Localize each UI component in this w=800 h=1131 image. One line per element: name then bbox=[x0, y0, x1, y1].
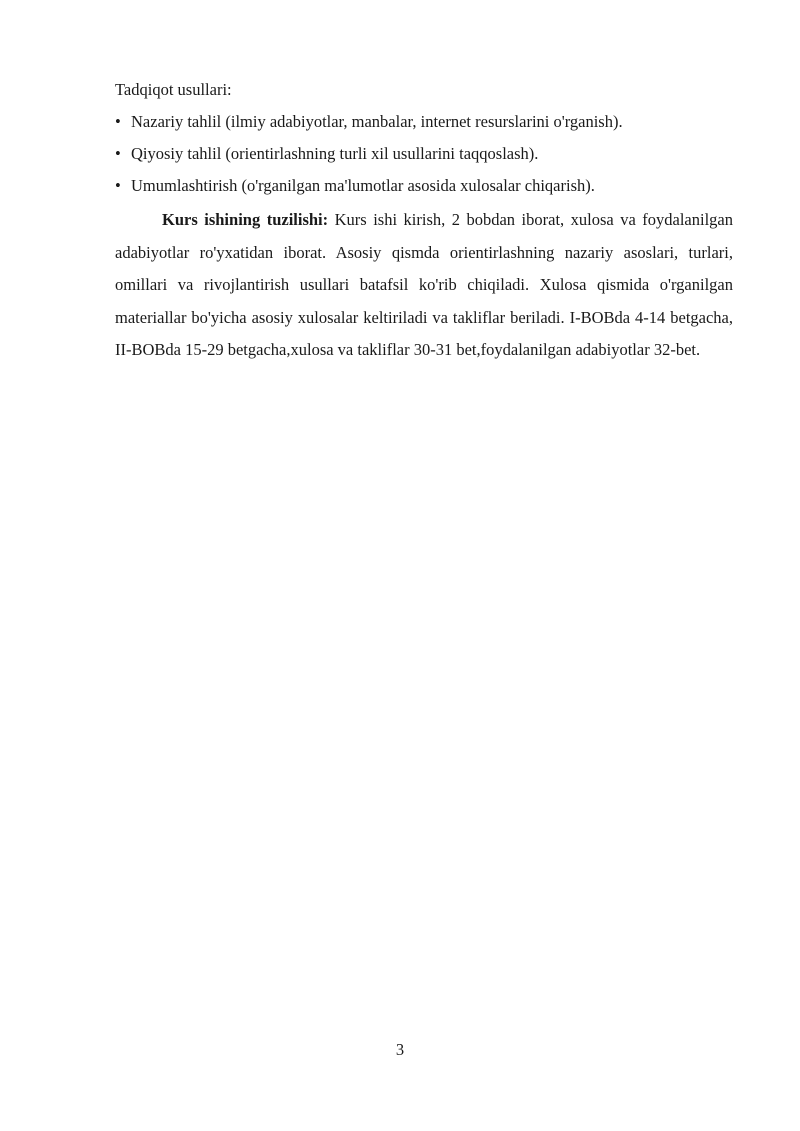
methods-list bbox=[115, 106, 733, 202]
list-item-text: Qiyosiy tahlil (orientirlashning turli xil usullarini taqqoslash). bbox=[131, 144, 539, 163]
bullet-icon: • bbox=[115, 176, 121, 195]
page-number: 3 bbox=[395, 1040, 405, 1059]
list-item bbox=[115, 138, 733, 170]
methods-heading: Tadqiqot usullari: bbox=[115, 80, 232, 99]
structure-text: Kurs ishi kirish, 2 bobdan iborat, xulosa va foydalanilgan adabiyotlar ro'yxatidan iborat. Asosiy qismda orientirlashning nazariy asoslari, turlari, omillari va rivojlantirish usullari batafsil ko'rib chiqiladi. Xulosa qismida o'rganilgan materiallar bo'yicha asosiy xulosalar keltiriladi va takliflar beriladi. I-BOBda 4-14 betgacha, II-BOBda 15-29 betgacha,xulosa va takliflar 30-31 bet,foydalanilgan adabiyotlar 32-bet. bbox=[115, 210, 733, 359]
bullet-icon: • bbox=[115, 144, 121, 163]
list-item-text: Umumlashtirish (o'rganilgan ma'lumotlar asosida xulosalar chiqarish). bbox=[131, 176, 595, 195]
page-content bbox=[115, 74, 733, 367]
structure-lead: Kurs ishining tuzilishi: bbox=[162, 210, 329, 229]
structure-paragraph bbox=[115, 204, 733, 367]
list-item bbox=[115, 170, 733, 202]
list-item bbox=[115, 106, 733, 138]
bullet-icon: • bbox=[115, 112, 121, 131]
list-item-text: Nazariy tahlil (ilmiy adabiyotlar, manbalar, internet resurslarini o'rganish). bbox=[131, 112, 623, 131]
